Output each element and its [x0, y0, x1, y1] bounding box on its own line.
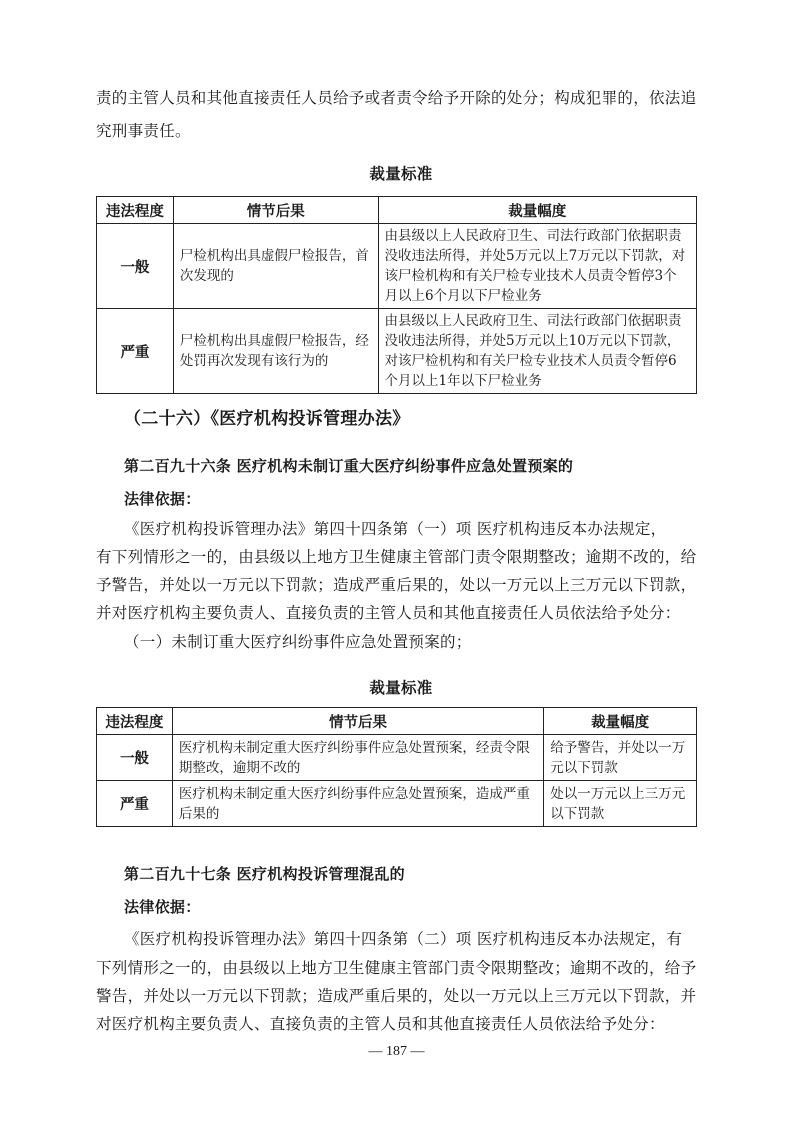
table1-row1-level: 一般	[97, 224, 174, 309]
article296-para-line-1: 《医疗机构投诉管理办法》第四十四条第（一）项 医疗机构违反本办法规定，	[124, 520, 667, 538]
table1-title: 裁量标准	[369, 165, 433, 183]
article296-item-1: （一）未制订重大医疗纠纷事件应急处置预案的；	[124, 633, 472, 651]
article297-basis-label: 法律依据：	[124, 898, 201, 916]
table1	[96, 196, 697, 394]
table2-row1-level: 一般	[97, 735, 173, 781]
table1-header-circumstance: 情节后果	[173, 197, 378, 224]
table2-header-row	[97, 708, 697, 735]
table2-row2-circumstance: 医疗机构未制定重大医疗纠纷事件应急处置预案，造成严重后果的	[172, 781, 543, 827]
table1-row1-circumstance: 尸检机构出具虚假尸检报告，首次发现的	[173, 224, 378, 309]
table2-row2-penalty: 处以一万元以上三万元以下罚款	[544, 781, 697, 827]
table-row	[97, 309, 697, 394]
table1-row2-level: 严重	[97, 309, 174, 394]
table2-header-level: 违法程度	[97, 708, 173, 735]
table2-header-circumstance: 情节后果	[172, 708, 543, 735]
intro-line-2: 究刑事责任。	[96, 122, 191, 140]
article297-para-line-3: 警告，并处以一万元以下罚款；造成严重后果的，处以一万元以上三万元以下罚款，并	[96, 987, 697, 1005]
table-row	[97, 781, 697, 827]
table1-row1-penalty: 由县级以上人民政府卫生、司法行政部门依据职责没收违法所得，并处5万元以上7万元以下罚款，对该尸检机构和有关尸检专业技术人员责令暂停3个月以上6个月以下尸检业务	[378, 224, 696, 309]
article297-para-line-2: 下列情形之一的，由县级以上地方卫生健康主管部门责令限期整改；逾期不改的，给予	[96, 959, 697, 977]
table-row	[97, 735, 697, 781]
page-number: — 187 —	[368, 1044, 425, 1059]
table1-header-penalty: 裁量幅度	[378, 197, 696, 224]
table2-row2-level: 严重	[97, 781, 173, 827]
table1-row2-circumstance: 尸检机构出具虚假尸检报告，经处罚再次发现有该行为的	[173, 309, 378, 394]
article296-para-line-4: 并对医疗机构主要负责人、直接负责的主管人员和其他直接责任人员依法给予处分：	[96, 604, 681, 622]
article296-basis-label: 法律依据：	[124, 490, 201, 508]
table-row	[97, 224, 697, 309]
article297-title: 第二百九十七条 医疗机构投诉管理混乱的	[124, 865, 405, 883]
table1-header-row	[97, 197, 697, 224]
table2	[96, 707, 697, 827]
article297-para-line-4: 对医疗机构主要负责人、直接负责的主管人员和其他直接责任人员依法给予处分：	[96, 1015, 665, 1033]
article296-para-line-3: 予警告，并处以一万元以下罚款；造成严重后果的，处以一万元以上三万元以下罚款，	[96, 576, 697, 594]
table1-header-level: 违法程度	[97, 197, 174, 224]
article296-title: 第二百九十六条 医疗机构未制订重大医疗纠纷事件应急处置预案的	[124, 457, 574, 475]
table2-row1-penalty: 给予警告，并处以一万元以下罚款	[544, 735, 697, 781]
article297-para-line-1: 《医疗机构投诉管理办法》第四十四条第（二）项 医疗机构违反本办法规定，有	[124, 930, 683, 948]
table1-row2-penalty: 由县级以上人民政府卫生、司法行政部门依据职责没收违法所得，并处5万元以上10万元以下罚款，对该尸检机构和有关尸检专业技术人员责令暂停6个月以上1年以下尸检业务	[378, 309, 696, 394]
article296-para-line-2: 有下列情形之一的，由县级以上地方卫生健康主管部门责令限期整改；逾期不改的，给	[96, 548, 697, 566]
table2-title: 裁量标准	[369, 679, 433, 697]
table2-row1-circumstance: 医疗机构未制定重大医疗纠纷事件应急处置预案，经责令限期整改，逾期不改的	[172, 735, 543, 781]
section-heading: （二十六）《医疗机构投诉管理办法》	[124, 409, 410, 429]
table2-header-penalty: 裁量幅度	[544, 708, 697, 735]
intro-line-1: 责的主管人员和其他直接责任人员给予或者责令给予开除的处分；构成犯罪的，依法追	[96, 89, 697, 107]
